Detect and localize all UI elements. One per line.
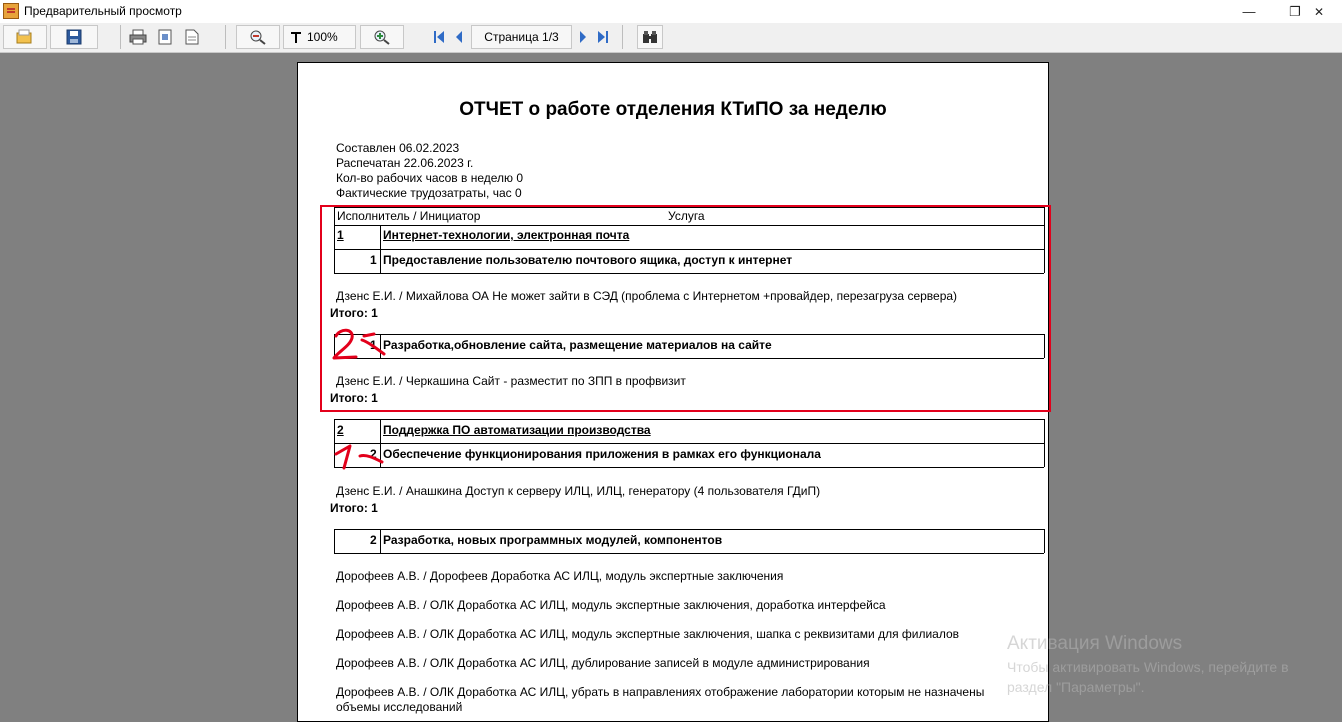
window-title: Предварительный просмотр — [24, 4, 182, 18]
subtotal: Итого: 1 — [330, 501, 378, 515]
group-name: Интернет-технологии, электронная почта — [383, 228, 630, 242]
info-actual-hours: Фактические трудозатраты, час 0 — [336, 186, 522, 200]
table-border — [334, 529, 335, 553]
zoom-out-icon — [249, 29, 267, 45]
minimize-button[interactable]: — — [1242, 4, 1256, 19]
subtotal: Итого: 1 — [330, 391, 378, 405]
task-line: Дорофеев А.В. / ОЛК Доработка АС ИЛЦ, убрать в направлениях отображение лаборатории которым не назначены — [336, 685, 985, 699]
save-button[interactable] — [50, 25, 98, 49]
info-compiled: Составлен 06.02.2023 — [336, 141, 460, 155]
table-border — [1044, 529, 1045, 553]
save-icon — [66, 29, 82, 45]
first-page-icon — [433, 30, 445, 44]
task-line: Дорофеев А.В. / ОЛК Доработка АС ИЛЦ, дублирование записей в модуле администрирования — [336, 656, 870, 670]
restore-button[interactable]: ❐ — [1289, 3, 1301, 19]
first-page-button[interactable] — [430, 25, 448, 49]
find-button[interactable] — [637, 25, 663, 49]
group-number: 1 — [337, 228, 344, 242]
task-line: Дорофеев А.В. / ОЛК Доработка АС ИЛЦ, модуль экспертные заключения, шапка с реквизитами для филиалов — [336, 627, 960, 641]
service-count: 1 — [370, 253, 377, 267]
table-border — [380, 529, 381, 553]
info-printed: Распечатан 22.06.2023 г. — [336, 156, 474, 170]
print-button[interactable] — [126, 25, 150, 49]
table-border — [1044, 443, 1045, 467]
zoom-level-value: 100% — [307, 30, 338, 44]
column-header-service: Услуга — [668, 209, 705, 223]
close-button[interactable]: ✕ — [1313, 4, 1325, 19]
service-name: Разработка,обновление сайта, размещение материалов на сайте — [383, 338, 772, 352]
table-border — [334, 467, 1044, 468]
open-button[interactable] — [3, 25, 47, 49]
pin-icon — [289, 30, 303, 44]
open-icon — [16, 29, 34, 45]
task-line: Дорофеев А.В. / ОЛК Доработка АС ИЛЦ, модуль экспертные заключения, доработка интерфейса — [336, 598, 886, 612]
page-setup-button[interactable] — [153, 25, 177, 49]
title-bar — [0, 0, 1342, 23]
service-count: 2 — [370, 447, 377, 461]
activation-watermark-line: раздел "Параметры". — [1007, 679, 1145, 695]
toolbar-edge — [1337, 23, 1342, 52]
table-border — [1044, 419, 1045, 443]
printer-icon — [129, 29, 147, 45]
task-line: Дзенс Е.И. / Михайлова ОА Не может зайти в СЭД (проблема с Интернетом +провайдер, перезагруза сервера) — [336, 289, 958, 303]
task-line: Дзенс Е.И. / Анашкина Доступ к серверу ИЛЦ, ИЛЦ, генератору (4 пользователя ГДиП) — [336, 484, 821, 498]
table-border — [334, 553, 1044, 554]
toolbar-separator — [120, 25, 121, 49]
activation-watermark-line: Чтобы активировать Windows, перейдите в — [1007, 659, 1289, 675]
page-indicator: Страница 1/3 — [471, 25, 572, 49]
toolbar — [0, 23, 1342, 53]
annotation-highlight-box — [320, 205, 1051, 412]
service-name: Обеспечение функционирования приложения в рамках его функционала — [383, 447, 821, 461]
zoom-out-button[interactable] — [236, 25, 280, 49]
service-count: 2 — [370, 533, 377, 547]
task-line-continued: объемы исследований — [336, 700, 463, 714]
task-line: Дзенс Е.И. / Черкашина Сайт - разместит по ЗПП в профвизит — [336, 374, 686, 388]
group-number: 2 — [337, 423, 344, 437]
last-page-button[interactable] — [594, 25, 612, 49]
table-border — [334, 443, 1044, 444]
subtotal: Итого: 1 — [330, 306, 378, 320]
group-name: Поддержка ПО автоматизации производства — [383, 423, 651, 437]
next-page-button[interactable] — [575, 25, 591, 49]
app-icon — [3, 3, 19, 19]
document-icon — [185, 29, 199, 45]
previous-page-button[interactable] — [451, 25, 467, 49]
page-setup-icon — [158, 29, 172, 45]
zoom-level-button[interactable] — [283, 25, 356, 49]
next-page-icon — [578, 30, 588, 44]
zoom-in-icon — [373, 29, 391, 45]
page-properties-button[interactable] — [180, 25, 204, 49]
binoculars-icon — [642, 30, 658, 44]
service-name: Разработка, новых программных модулей, компонентов — [383, 533, 723, 547]
handwritten-mark-one — [330, 440, 390, 472]
previous-page-icon — [454, 30, 464, 44]
report-title: ОТЧЕТ о работе отделения КТиПО за неделю — [459, 99, 887, 120]
service-count: 1 — [370, 338, 377, 352]
task-line: Дорофеев А.В. / Дорофеев Доработка АС ИЛЦ, модуль экспертные заключения — [336, 569, 784, 583]
activation-watermark-title: Активация Windows — [1007, 633, 1183, 654]
column-header-executor: Исполнитель / Инициатор — [337, 209, 481, 223]
table-border — [334, 529, 1044, 530]
last-page-icon — [597, 30, 609, 44]
activation-watermark-text — [1007, 657, 1289, 697]
zoom-in-button[interactable] — [360, 25, 404, 49]
service-name: Предоставление пользователю почтового ящика, доступ к интернет — [383, 253, 793, 267]
info-work-hours: Кол-во рабочих часов в неделю 0 — [336, 171, 524, 185]
toolbar-separator — [225, 25, 226, 49]
table-border — [334, 419, 1044, 420]
handwritten-mark-two — [330, 326, 390, 362]
toolbar-separator — [622, 25, 623, 49]
